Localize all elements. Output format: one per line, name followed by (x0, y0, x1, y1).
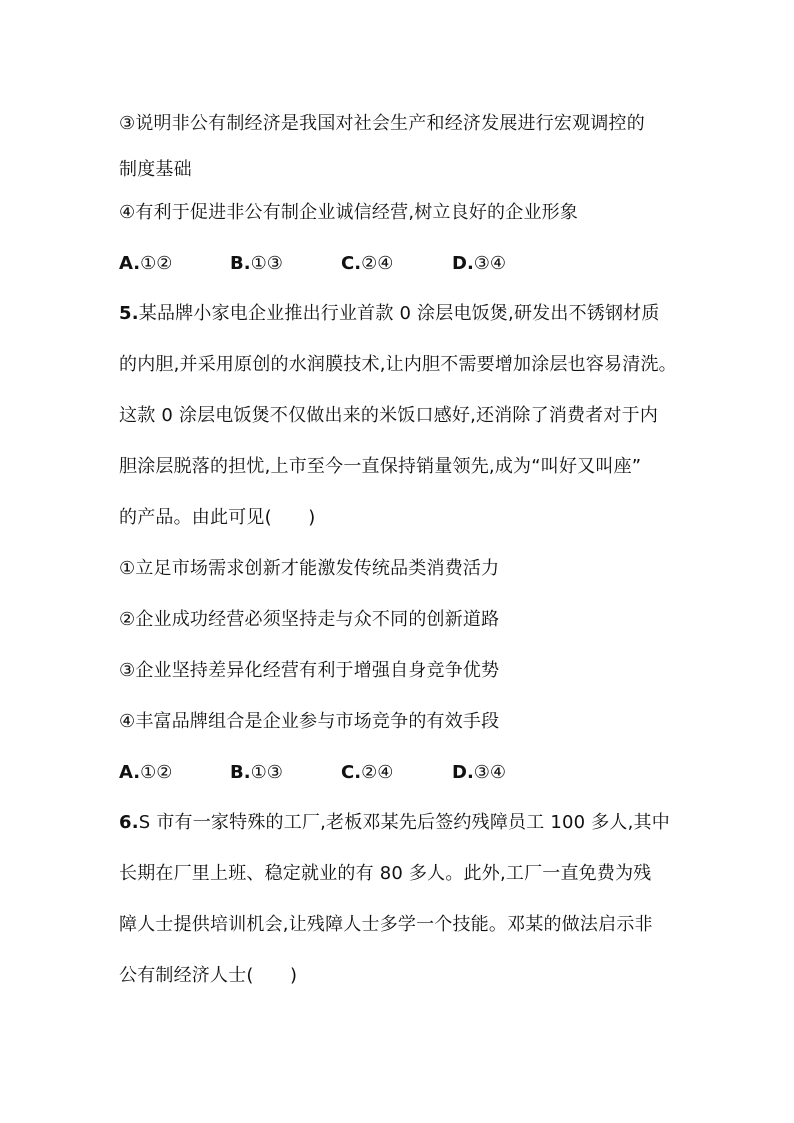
q5-option-c (341, 761, 393, 785)
q4-option-a (119, 252, 172, 276)
q5-option-d-letter: D. (452, 762, 474, 783)
q4-option-c-text: ②④ (361, 253, 394, 274)
q5-stem-line-3: 这款 0 涂层电饭煲不仅做出来的米饭口感好,还消除了消费者对于内 (119, 405, 659, 426)
q4-option-b-letter: B. (230, 253, 251, 274)
q6-stem-line-1-text: S 市有一家特殊的工厂,老板邓某先后签约残障员工 100 多人,其中 (138, 812, 670, 833)
q4-option-d-text: ③④ (473, 253, 507, 274)
q4-option-a-letter: A. (119, 253, 141, 274)
q5-option-a-text: ①② (140, 762, 173, 783)
q5-stem-line-5: 的产品。由此可见( ) (119, 507, 316, 528)
q4-statement-4: ④有利于促进非公有制企业诚信经营,树立良好的企业形象 (119, 202, 579, 223)
q5-option-a-letter: A. (119, 762, 141, 783)
q5-option-b-text: ①③ (250, 762, 283, 783)
q6-stem-line-1 (119, 811, 670, 835)
q4-option-b-text: ①③ (250, 253, 283, 274)
q5-option-b (230, 761, 283, 785)
q5-number: 5. (119, 303, 139, 324)
q5-stem-line-1 (119, 302, 660, 326)
q5-statement-4: ④丰富品牌组合是企业参与市场竞争的有效手段 (119, 711, 500, 732)
q6-stem-line-3: 障人士提供培训机会,让残障人士多学一个技能。邓某的做法启示非 (119, 914, 653, 935)
q5-stem-line-1-text: 某品牌小家电企业推出行业首款 0 涂层电饭煲,研发出不锈钢材质 (138, 303, 660, 324)
q5-option-b-letter: B. (230, 762, 251, 783)
q5-option-a (119, 761, 172, 785)
q4-option-d-letter: D. (452, 253, 474, 274)
q5-stem-line-2: 的内胆,并采用原创的水润膜技术,让内胆不需要增加涂层也容易清洗。 (119, 354, 677, 375)
q4-statement-3-line-1: ③说明非公有制经济是我国对社会生产和经济发展进行宏观调控的 (119, 113, 645, 134)
q5-option-d (452, 761, 506, 785)
q5-option-d-text: ③④ (473, 762, 507, 783)
q5-option-c-text: ②④ (361, 762, 394, 783)
q5-option-c-letter: C. (341, 762, 362, 783)
q4-statement-3-line-2: 制度基础 (119, 159, 192, 180)
q4-option-c (341, 252, 393, 276)
q5-statement-2: ②企业成功经营必须坚持走与众不同的创新道路 (119, 609, 500, 630)
q6-number: 6. (119, 812, 139, 833)
q5-stem-line-4: 胆涂层脱落的担忧,上市至今一直保持销量领先,成为“叫好又叫座” (119, 456, 642, 477)
q4-option-a-text: ①② (140, 253, 173, 274)
q6-stem-line-2: 长期在厂里上班、稳定就业的有 80 多人。此外,工厂一直免费为残 (119, 863, 652, 884)
q4-option-b (230, 252, 283, 276)
q6-stem-line-4: 公有制经济人士( ) (119, 965, 298, 986)
q4-option-c-letter: C. (341, 253, 362, 274)
q5-statement-3: ③企业坚持差异化经营有利于增强自身竞争优势 (119, 660, 500, 681)
q5-statement-1: ①立足市场需求创新才能激发传统品类消费活力 (119, 558, 500, 579)
q4-option-d (452, 252, 506, 276)
